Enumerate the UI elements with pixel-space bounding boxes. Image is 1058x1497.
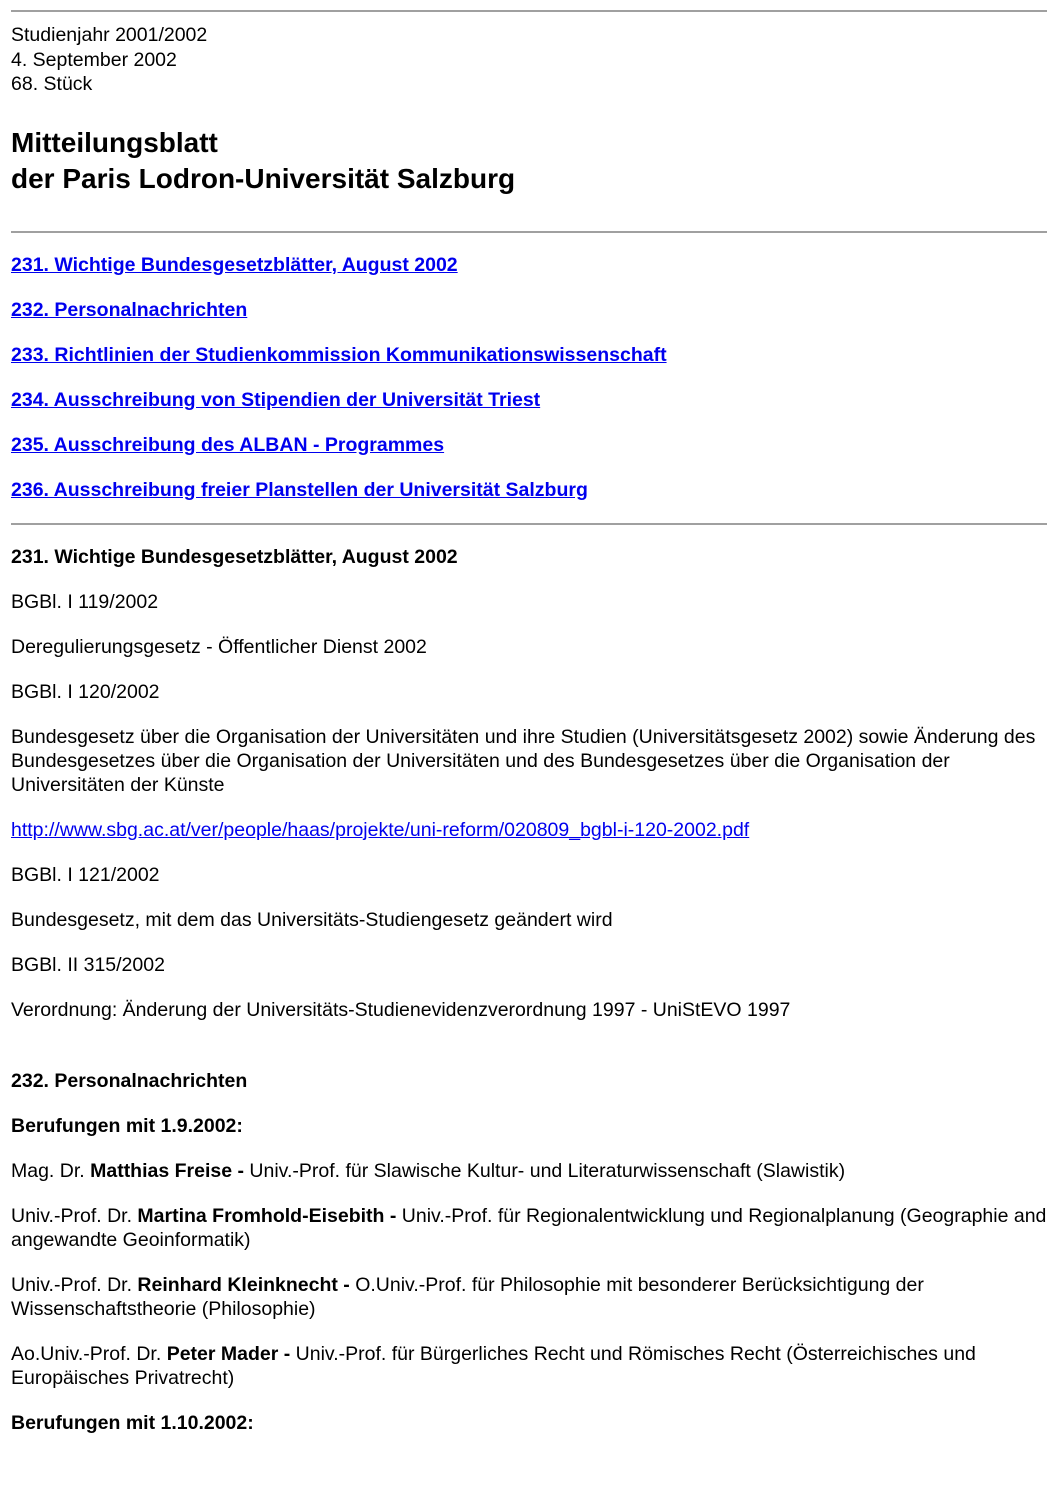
law-reference: BGBl. I 120/2002: [11, 680, 160, 703]
toc-link-234[interactable]: 234. Ausschreibung von Stipendien der Universität Triest: [11, 388, 541, 411]
law-link-paragraph: [11, 818, 1047, 842]
law-title: Bundesgesetz über die Organisation der Universitäten und ihre Studien (Universitätsgesetz 2002) sowie Änderung des Bundesgesetzes über die Organisation der Universitäten und des Bundesgesetzes über die Organisation der Universitäten der Künste: [11, 725, 1036, 796]
top-divider: [11, 10, 1047, 12]
appointment-entry: [11, 1273, 1047, 1321]
title-line-2: der Paris Lodron-Universität Salzburg: [11, 162, 516, 194]
table-of-contents: [11, 253, 1047, 502]
entry-name: Reinhard Kleinknecht -: [137, 1273, 350, 1296]
law-title: Deregulierungsgesetz - Öffentlicher Dienst 2002: [11, 635, 427, 658]
entry-description: Univ.-Prof. für Slawische Kultur- und Literaturwissenschaft (Slawistik): [244, 1159, 846, 1182]
toc-link-235[interactable]: 235. Ausschreibung des ALBAN - Programmes: [11, 433, 445, 456]
law-pdf-link[interactable]: http://www.sbg.ac.at/ver/people/haas/projekte/uni-reform/020809_bgbl-i-120-2002.pdf: [11, 818, 750, 841]
entry-name: Martina Fromhold-Eisebith -: [137, 1204, 397, 1227]
entry-title-prefix: Univ.-Prof. Dr.: [11, 1273, 138, 1296]
title-line-1: Mitteilungsblatt: [11, 126, 218, 158]
law-reference: BGBl. I 119/2002: [11, 590, 159, 613]
entry-title-prefix: Ao.Univ.-Prof. Dr.: [11, 1342, 167, 1365]
issue-number: 68. Stück: [11, 73, 93, 95]
title-divider: [11, 231, 1047, 233]
section-232: [11, 1069, 1047, 1435]
entry-name: Matthias Freise -: [90, 1159, 244, 1182]
section-heading: 232. Personalnachrichten: [11, 1069, 248, 1092]
subheading-appointments-oct: Berufungen mit 1.10.2002:: [11, 1411, 254, 1434]
entry-description: O.Univ.-Prof. für Philosophie mit besonderer Berücksichtigung der Wissenschaftstheorie (Philosophie): [11, 1273, 924, 1320]
issue-meta: [11, 23, 1047, 97]
section-231: [11, 545, 1047, 1022]
law-title: Verordnung: Änderung der Universitäts-Studienevidenzverordnung 1997 - UniStEVO 1997: [11, 998, 791, 1021]
entry-title-prefix: Mag. Dr.: [11, 1159, 91, 1182]
toc-link-236[interactable]: 236. Ausschreibung freier Planstellen der Universität Salzburg: [11, 478, 588, 501]
law-reference: BGBl. I 121/2002: [11, 863, 160, 886]
appointment-entry: [11, 1159, 1047, 1183]
entry-description: Univ.-Prof. für Bürgerliches Recht und Römisches Recht (Österreichisches und Europäisches Privatrecht): [11, 1342, 976, 1389]
law-title: Bundesgesetz, mit dem das Universitäts-Studiengesetz geändert wird: [11, 908, 613, 931]
toc-link-233[interactable]: 233. Richtlinien der Studienkommission Kommunikationswissenschaft: [11, 343, 667, 366]
issue-date: 4. September 2002: [11, 48, 177, 71]
appointment-entry: [11, 1204, 1047, 1252]
appointment-entry: [11, 1342, 1047, 1390]
subheading-appointments-sept: Berufungen mit 1.9.2002:: [11, 1114, 243, 1137]
toc-divider: [11, 523, 1047, 525]
academic-year: Studienjahr 2001/2002: [11, 24, 208, 46]
law-reference: BGBl. II 315/2002: [11, 953, 165, 976]
toc-link-232[interactable]: 232. Personalnachrichten: [11, 298, 248, 321]
section-heading: 231. Wichtige Bundesgesetzblätter, August 2002: [11, 545, 458, 568]
document: [11, 0, 1047, 1435]
page-title: [11, 125, 1047, 197]
toc-link-231[interactable]: 231. Wichtige Bundesgesetzblätter, August 2002: [11, 253, 458, 276]
entry-description: Univ.-Prof. für Regionalentwicklung und Regionalplanung (Geographie and angewandte Geoinformatik): [11, 1204, 1047, 1251]
entry-name: Peter Mader -: [166, 1342, 291, 1365]
entry-title-prefix: Univ.-Prof. Dr.: [11, 1204, 138, 1227]
